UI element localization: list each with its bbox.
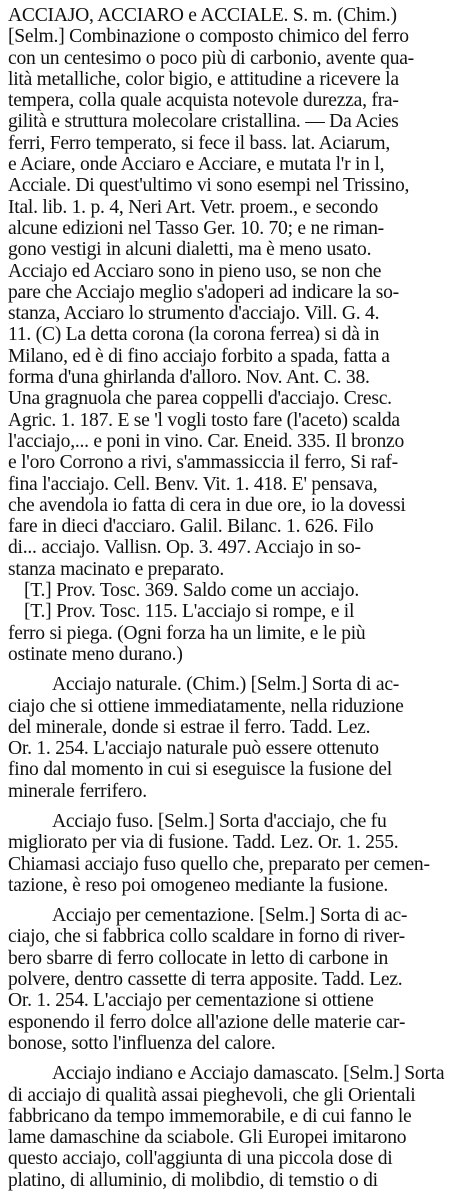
text-line: [Selm.] Combinazione o composto chimico del ferro (8, 26, 409, 48)
text-line: fino dal momento in cui si eseguisce la fusione del (8, 759, 392, 781)
section-gap (8, 802, 467, 811)
text-line: pare che Acciajo meglio s'adoperi ad indicare la so- (8, 281, 399, 303)
text-line: Acciajo indiano e Acciajo damascato. [Selm.] Sorta (52, 1063, 445, 1085)
text-line: gilità e struttura molecolare cristallina. — Da Acies (8, 111, 399, 133)
text-line: fabbricano da tempo immemorabile, e di cui fanno le (8, 1105, 412, 1127)
text-line: Chiamasi acciajo fuso quello che, preparato per cemen- (8, 853, 430, 875)
text-line: esponendo il ferro dolce all'azione delle materie car- (8, 1011, 406, 1033)
text-line: ferri, Ferro temperato, si fece il bass. lat. Aciarum, (8, 132, 391, 154)
text-line: con un centesimo o poco più di carbonio, avente qua- (8, 47, 414, 69)
text-line: lità metalliche, color bigio, e attitudine a ricevere la (8, 68, 399, 90)
text-line: 11. (C) La detta corona (la corona ferrea) si dà in (8, 324, 380, 346)
text-line: ACCIAJO, ACCIARO e ACCIALE. S. m. (Chim.) (8, 5, 397, 26)
section-gap (8, 896, 467, 905)
text-line: alcune edizioni nel Tasso Ger. 10. 70; e ne riman- (8, 217, 384, 239)
text-line: fina l'acciajo. Cell. Benv. Vit. 1. 418. E' pensava, (8, 473, 378, 495)
section-gap (8, 665, 467, 674)
text-line: Acciajo ed Acciaro sono in pieno uso, se non che (8, 260, 382, 282)
text-line: l'acciajo,... e poni in vino. Car. Eneid. 335. Il bronzo (8, 430, 405, 452)
text-line: polvere, dentro cassette di terra apposite. Tadd. Lez. (8, 969, 403, 991)
text-line: questo acciajo, coll'aggiunta di una piccola dose di (8, 1148, 393, 1170)
text-line: Acciajo naturale. (Chim.) [Selm.] Sorta di ac- (52, 674, 400, 696)
text-line: ciajo che si ottiene immediatamente, nella riduzione (8, 695, 404, 717)
text-line: Or. 1. 254. L'acciajo per cementazione si ottiene (8, 990, 374, 1012)
section-gap (8, 1054, 467, 1063)
text-line: e l'oro Corrono a rivi, s'ammassiccia il ferro, Si raf- (8, 452, 398, 474)
text-line: e Aciare, onde Acciaro e Acciare, e mutata l'r in l, (8, 154, 385, 176)
text-line: che avendola io fatta di cera in due ore, io la dovessi (8, 494, 406, 516)
text-line: ostinate meno durano.) (8, 643, 183, 665)
text-line: [T.] Prov. Tosc. 115. L'acciajo si rompe, e il (24, 601, 355, 623)
text-line: Acciajo per cementazione. [Selm.] Sorta di ac- (52, 905, 408, 927)
text-line: Milano, ed è di fino acciajo forbito a spada, fatta a (8, 345, 390, 367)
text-line: Acciajo fuso. [Selm.] Sorta d'acciajo, che fu (52, 810, 387, 832)
text-line: bonose, sotto l'influenza del calore. (8, 1032, 276, 1054)
text-line: fare in dieci d'acciaro. Galil. Bilanc. 1. 626. Filo (8, 516, 374, 538)
text-line: gono vestigi in alcuni dialetti, ma è meno usato. (8, 239, 372, 261)
text-line: migliorato per via di fusione. Tadd. Lez. Or. 1. 255. (8, 832, 399, 854)
text-line: platino, di alluminio, di molibdio, di temstio o di (8, 1169, 378, 1191)
text-line: Ital. lib. 1. p. 4, Neri Art. Vetr. proem., e secondo (8, 196, 379, 218)
text-line: Acciale. Di quest'ultimo vi sono esempi nel Trissino, (8, 175, 410, 197)
text-line: minerale ferrifero. (8, 780, 147, 802)
text-line: [T.] Prov. Tosc. 369. Saldo come un acciajo. (24, 580, 359, 602)
text-line: ferro si piega. (Ogni forza ha un limite, e le più (8, 622, 366, 644)
text-line: tazione, è reso poi omogeneo mediante la fusione. (8, 874, 389, 896)
text-line: stanza macinato e preparato. (8, 558, 225, 580)
text-line: lame damaschine da sciabole. Gli Europei imitarono (8, 1127, 407, 1149)
text-line: Agric. 1. 187. E se 'l vogli tosto fare (l'aceto) scalda (8, 409, 400, 431)
text-line: stanza, Acciaro lo strumento d'acciajo. Vill. G. 4. (8, 303, 380, 325)
text-line: Or. 1. 254. L'acciajo naturale può essere ottenuto (8, 738, 379, 760)
text-line: del minerale, donde si estrae il ferro. Tadd. Lez. (8, 716, 371, 738)
entry-text-body (8, 5, 467, 1191)
text-line: tempera, colla quale acquista notevole durezza, fra- (8, 90, 399, 112)
text-line: forma d'una ghirlanda d'alloro. Nov. Ant. C. 38. (8, 367, 370, 389)
text-line: di acciajo di qualità assai pieghevoli, che gli Orientali (8, 1084, 416, 1106)
text-line: bero sbarre di ferro collocate in letto di carbone in (8, 947, 389, 969)
text-line: Una gragnuola che parea coppelli d'acciajo. Cresc. (8, 388, 392, 410)
text-line: ciajo, che si fabbrica collo scaldare in forno di river- (8, 926, 405, 948)
text-line: di... acciajo. Vallisn. Op. 3. 497. Acciajo in so- (8, 537, 361, 559)
